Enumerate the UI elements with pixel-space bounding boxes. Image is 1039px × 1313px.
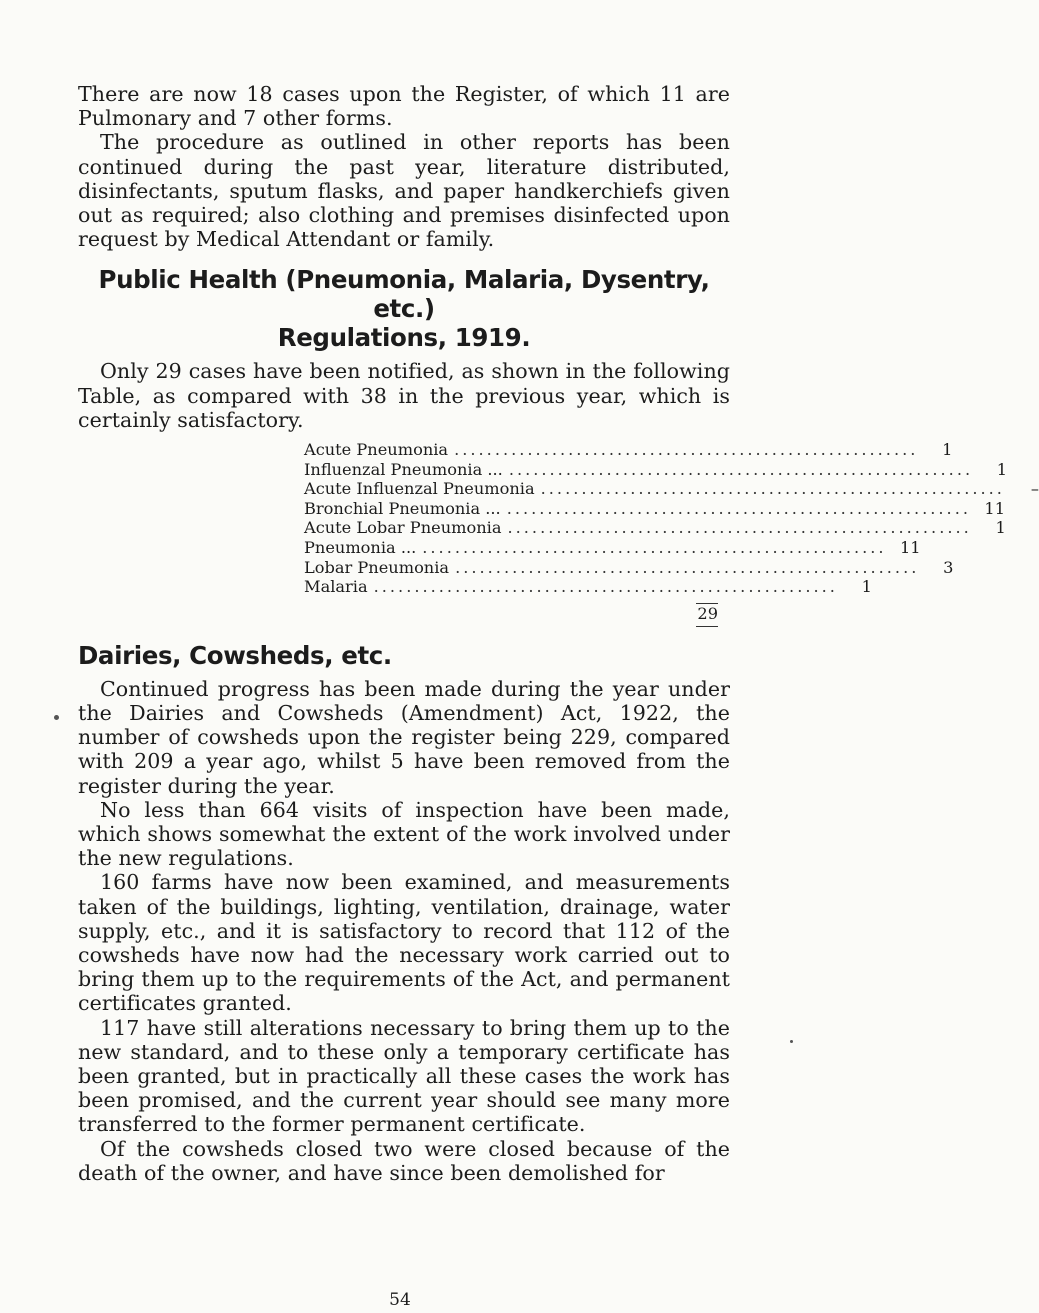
table-row: [304, 557, 954, 578]
document-page: [78, 82, 1039, 1185]
dairies-paragraph-3: 160 farms have now been examined, and measurements taken of the buildings, lighting, ventilation, drainage, water supply, etc., and it is satisfactory to record that 112 of the cowsheds have now had the necessary work carried out to bring them up to the requirements of the Act, and permanent certificates granted.: [78, 870, 730, 1016]
dairies-heading: Dairies, Cowsheds, etc.: [78, 640, 392, 670]
table-row: [304, 440, 953, 460]
table-total-value: 29: [697, 603, 718, 623]
leader-dots: .........................................................: [373, 577, 838, 597]
dairies-paragraph-4: 117 have still alterations necessary to bring them up to the new standard, and to these only a temporary certificate has been granted, but in practically all these cases the work has been promised, and the current year should see many more transferred to the former permanent certificate.: [78, 1015, 730, 1137]
table-row-label: Acute Pneumonia: [304, 440, 449, 460]
table-row-label: Influenzal Pneumonia ...: [304, 459, 503, 479]
table-row: [304, 459, 1008, 480]
leader-dots: .........................................................: [454, 440, 919, 460]
public-health-heading: [78, 265, 730, 352]
table-row-value: –: [1030, 479, 1039, 499]
dairies-paragraph-2: No less than 664 visits of inspection have been made, which shows somewhat the extent of the work involved under the new regulations.: [78, 797, 730, 871]
total-rule-bottom: [696, 626, 718, 627]
print-speck: [790, 1040, 793, 1043]
leader-dots: .........................................................: [507, 518, 972, 538]
table-row-value: 1: [942, 440, 953, 460]
dairies-paragraph-5: Of the cowsheds closed two were closed because of the death of the owner, and have since been demolished for: [78, 1136, 730, 1185]
table-row-value: 3: [943, 557, 954, 577]
public-health-heading-line2: Regulations, 1919.: [277, 323, 531, 353]
public-health-heading-line1: Public Health (Pneumonia, Malaria, Dysentry, etc.): [98, 265, 710, 324]
dairies-paragraph-1: Continued progress has been made during the year under the Dairies and Cowsheds (Amendment) Act, 1922, the number of cowsheds upon the register being 229, compared with 209 a year ago, whilst 5 have been removed from the register during the year.: [78, 676, 730, 798]
table-row-label: Lobar Pneumonia: [304, 557, 450, 577]
table-row: [304, 577, 872, 597]
public-health-paragraph: Only 29 cases have been notified, as shown in the following Table, as compared with 38 in the previous year, which is certainly satisfactory.: [78, 359, 730, 432]
leader-dots: .........................................................: [422, 538, 887, 557]
table-row: [304, 518, 1006, 538]
table-row-value: 1: [995, 518, 1006, 538]
table-row-label: Acute Influenzal Pneumonia: [304, 479, 535, 499]
table-row-label: Pneumonia ...: [304, 538, 417, 557]
table-row-label: Bronchial Pneumonia ...: [304, 498, 501, 518]
leader-dots: .........................................................: [506, 498, 971, 518]
table-row-value: 11: [984, 498, 1005, 518]
print-speck: [54, 715, 59, 720]
table-row-value: 11: [899, 538, 921, 557]
page-number: 54: [389, 1290, 411, 1310]
table-row: [304, 479, 1039, 499]
table-total-row: [304, 604, 718, 624]
table-row-value: 1: [861, 577, 872, 597]
table-row-value: 1: [996, 459, 1008, 479]
leader-dots: .........................................................: [508, 459, 974, 479]
table-row-label: Malaria: [304, 577, 368, 597]
leader-dots: .........................................................: [455, 557, 920, 577]
table-row-label: Acute Lobar Pneumonia: [304, 518, 502, 538]
intro-paragraph-1: There are now 18 cases upon the Register, of which 11 are Pulmonary and 7 other forms.: [78, 82, 730, 131]
intro-paragraph-2: The procedure as outlined in other reports has been continued during the past year, literature distributed, disinfectants, sputum flasks, and paper handkerchiefs given out as required; also clothing and premises disinfected upon request by Medical Attendant or family.: [78, 130, 730, 252]
table-row: [304, 498, 1005, 519]
leader-dots: .........................................................: [540, 479, 1005, 499]
notifications-table: [304, 440, 1039, 627]
table-row: [304, 538, 921, 558]
